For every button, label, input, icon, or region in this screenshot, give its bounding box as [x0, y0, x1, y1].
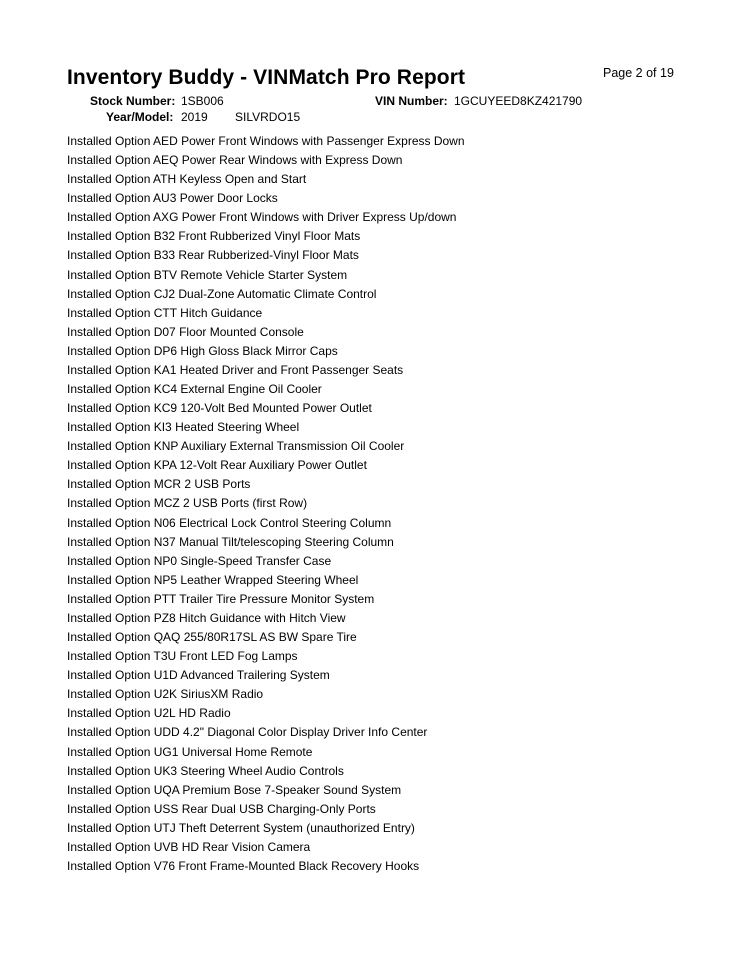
option-item: Installed Option U2L HD Radio [67, 706, 231, 721]
year-model-label: Year/Model: [106, 110, 174, 124]
option-item: Installed Option N37 Manual Tilt/telescoping Steering Column [67, 534, 394, 549]
option-item: Installed Option B33 Rear Rubberized-Vinyl Floor Mats [67, 248, 359, 263]
option-item: Installed Option KNP Auxiliary External Transmission Oil Cooler [67, 439, 405, 454]
option-item: Installed Option V76 Front Frame-Mounted Black Recovery Hooks [67, 858, 420, 873]
option-item: Installed Option AED Power Front Windows with Passenger Express Down [67, 134, 465, 148]
option-item: Installed Option KA1 Heated Driver and Front Passenger Seats [67, 362, 404, 377]
option-item: Installed Option NP5 Leather Wrapped Steering Wheel [67, 572, 359, 587]
year-value: 2019 [181, 110, 208, 124]
option-item: Installed Option PTT Trailer Tire Pressure Monitor System [67, 591, 375, 606]
option-item: Installed Option MCR 2 USB Ports [67, 477, 251, 492]
option-item: Installed Option NP0 Single-Speed Transfer Case [67, 553, 332, 568]
option-item: Installed Option USS Rear Dual USB Charging-Only Ports [67, 801, 376, 816]
installed-options-list [67, 132, 465, 876]
option-item: Installed Option CTT Hitch Guidance [67, 305, 263, 320]
page-number: Page 2 of 19 [603, 66, 674, 80]
option-item: Installed Option CJ2 Dual-Zone Automatic Climate Control [67, 286, 377, 301]
option-item: Installed Option ATH Keyless Open and Start [67, 172, 307, 187]
option-item: Installed Option U2K SiriusXM Radio [67, 687, 264, 702]
option-item: Installed Option T3U Front LED Fog Lamps [67, 649, 298, 664]
option-item: Installed Option AEQ Power Rear Windows with Express Down [67, 153, 403, 168]
option-item: Installed Option QAQ 255/80R17SL AS BW Spare Tire [67, 630, 357, 645]
option-item: Installed Option DP6 High Gloss Black Mirror Caps [67, 343, 338, 358]
option-item: Installed Option U1D Advanced Trailering System [67, 668, 330, 683]
option-item: Installed Option KPA 12-Volt Rear Auxiliary Power Outlet [67, 458, 367, 473]
option-item: Installed Option UK3 Steering Wheel Audio Controls [67, 763, 344, 778]
option-item: Installed Option UQA Premium Bose 7-Speaker Sound System [67, 782, 402, 797]
option-item: Installed Option AXG Power Front Windows with Driver Express Up/down [67, 210, 457, 225]
vin-label: VIN Number: [375, 94, 448, 108]
option-item: Installed Option KC9 120-Volt Bed Mounted Power Outlet [67, 401, 372, 416]
option-item: Installed Option AU3 Power Door Locks [67, 191, 278, 206]
stock-number-label: Stock Number: [90, 94, 176, 108]
vin-value: 1GCUYEED8KZ421790 [454, 94, 583, 108]
option-item: Installed Option N06 Electrical Lock Control Steering Column [67, 515, 392, 530]
option-item: Installed Option KI3 Heated Steering Wheel [67, 420, 300, 435]
option-item: Installed Option UVB HD Rear Vision Camera [67, 839, 311, 854]
option-item: Installed Option UDD 4.2" Diagonal Color Display Driver Info Center [67, 725, 428, 740]
option-item: Installed Option MCZ 2 USB Ports (first Row) [67, 496, 308, 511]
option-item: Installed Option KC4 External Engine Oil Cooler [67, 382, 322, 397]
option-item: Installed Option UG1 Universal Home Remote [67, 744, 313, 759]
option-item: Installed Option D07 Floor Mounted Console [67, 324, 304, 339]
option-item: Installed Option UTJ Theft Deterrent System (unauthorized Entry) [67, 820, 415, 835]
model-value: SILVRDO15 [235, 110, 301, 124]
option-item: Installed Option PZ8 Hitch Guidance with Hitch View [67, 610, 346, 625]
stock-number-value: 1SB006 [181, 94, 224, 108]
option-item: Installed Option BTV Remote Vehicle Starter System [67, 267, 348, 282]
report-title: Inventory Buddy - VINMatch Pro Report [67, 66, 466, 89]
option-item: Installed Option B32 Front Rubberized Vinyl Floor Mats [67, 229, 361, 244]
